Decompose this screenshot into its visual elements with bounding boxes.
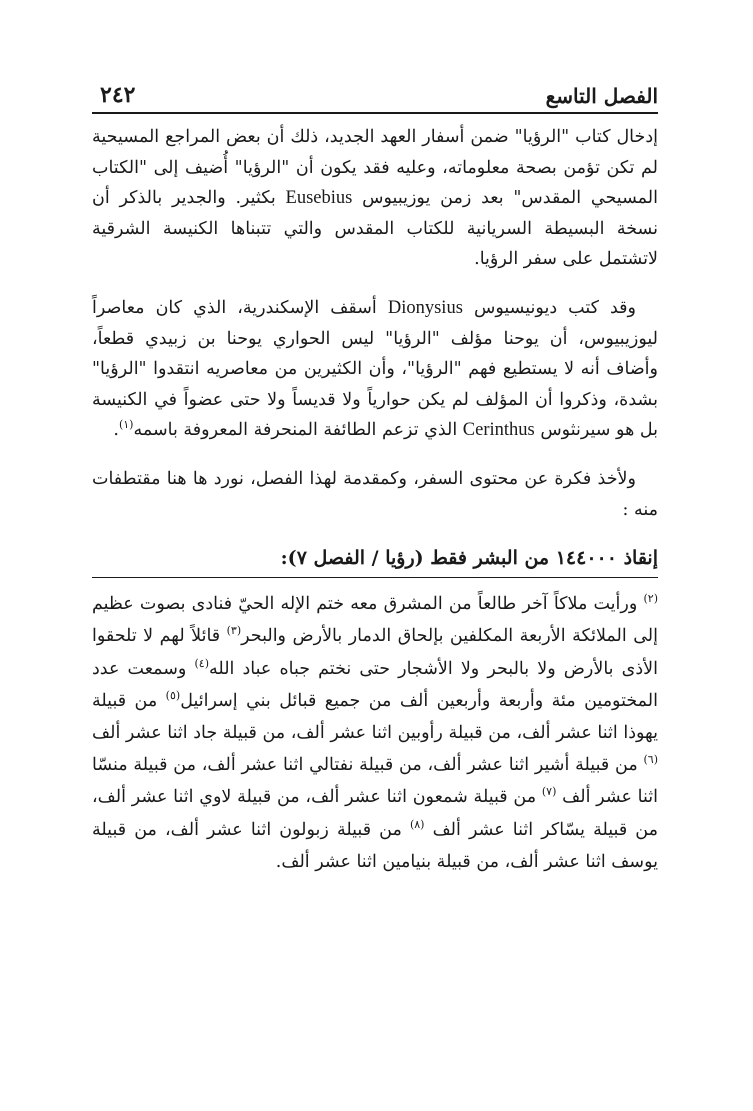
- paragraph: [92, 122, 658, 275]
- paragraph: [92, 464, 658, 525]
- scripture-quote: [92, 588, 658, 878]
- footnote-ref: (٥): [165, 688, 181, 702]
- paragraph: [92, 293, 658, 446]
- section-heading: إنقاذ ١٤٤٠٠٠ من البشر فقط (رؤيا / الفصل ٧):: [92, 543, 658, 578]
- text-run: وقد كتب ديونيسيوس: [462, 297, 637, 318]
- book-page: [92, 72, 658, 1072]
- text-run: ولأخذ فكرة عن محتوى السفر، وكمقدمة لهذا الفصل، نورد ها هنا مقتطفات منه :: [92, 468, 658, 520]
- text-run: بكثير. والجدير بالذكر أن نسخة البسيطة السريانية للكتاب المقدس والتي تتبناها الكنيسة الشرقية لاتشتمل على سفر الرؤيا.: [92, 188, 658, 270]
- text-run: من قبيلة شمعون اثنا عشر ألف، من قبيلة لاوي اثنا عشر ألف، من قبيلة يسّاكر اثنا عشر ألف: [92, 787, 658, 840]
- text-run: قائلاً لهم لا تلحقوا الأذى بالأرض ولا بالبحر ولا الأشجار حتى نختم جباه عباد الله: [92, 626, 658, 679]
- text-run: ورأيت ملاكاً آخر طالعاً من المشرق معه ختم الإله الحيّ فنادى بصوت عظيم إلى الملائكة الأربعة المكلفين بإلحاق الدمار بالأرض والبحر: [92, 594, 658, 647]
- text-run: أسقف الإسكندرية، الذي كان معاصراً ليوزيبيوس، أن يوحنا مؤلف "الرؤيا" ليس الحواري يوحنا بن زبيدي قطعاً، وأضاف أنه لا يستطيع فهم "الرؤيا"، وأن الكثيرين من معاصريه انتقدوا "الرؤيا" بشدة، وذكروا أن المؤلف لم يكن حوارياً ولا قديساً ولا حتى عضواً في الكنيسة بل هو سيرنثوس: [92, 297, 658, 441]
- text-run: من قبيلة زبولون اثنا عشر ألف، من قبيلة يوسف اثنا عشر ألف، من قبيلة بنيامين اثنا عشر ألف.: [92, 819, 658, 872]
- running-head: [92, 76, 658, 108]
- paragraphs: [92, 122, 658, 525]
- footnote-ref: (٦): [643, 753, 658, 767]
- footnote-ref: (٧): [541, 785, 557, 799]
- text-run: من قبيلة أشير اثنا عشر ألف، من قبيلة نفتالي اثنا عشر ألف، من قبيلة منسّا اثنا عشر ألف: [92, 755, 658, 808]
- text-run: .: [113, 420, 119, 441]
- latin-name: Dionysius: [387, 297, 463, 318]
- latin-name: Cerinthus: [462, 420, 535, 441]
- footnote-ref: (١): [118, 418, 134, 432]
- body-text: [92, 122, 658, 878]
- chapter-title: الفصل التاسع: [545, 84, 658, 108]
- footnote-ref: (٤): [194, 656, 210, 670]
- text-run: وسمعت عدد المختومين مئة وأربعة وأربعين ألف من جميع قبائل بني إسرائيل: [92, 658, 658, 711]
- latin-name: Eusebius: [285, 188, 353, 209]
- text-run: من قبيلة يهوذا اثنا عشر ألف، من قبيلة رأوبين اثنا عشر ألف، من قبيلة جاد اثنا عشر ألف: [92, 690, 658, 743]
- text-run: إدخال كتاب "الرؤيا" ضمن أسفار العهد الجديد، ذلك أن بعض المراجع المسيحية لم تكن تؤمن بصحة معلوماته، وعليه فقد يكون أن "الرؤيا" أُضيف إلى "الكتاب المسيحي المقدس" بعد زمن يوزيبيوس: [92, 127, 658, 209]
- footnote-ref: (٨): [409, 817, 425, 831]
- footnote-ref: (٣): [226, 624, 242, 638]
- text-run: الذي تزعم الطائفة المنحرفة المعروفة باسمه: [133, 420, 463, 441]
- footnote-ref: (٢): [643, 592, 658, 606]
- page-number: ٢٤٢: [100, 82, 136, 108]
- header-rule: [92, 112, 658, 114]
